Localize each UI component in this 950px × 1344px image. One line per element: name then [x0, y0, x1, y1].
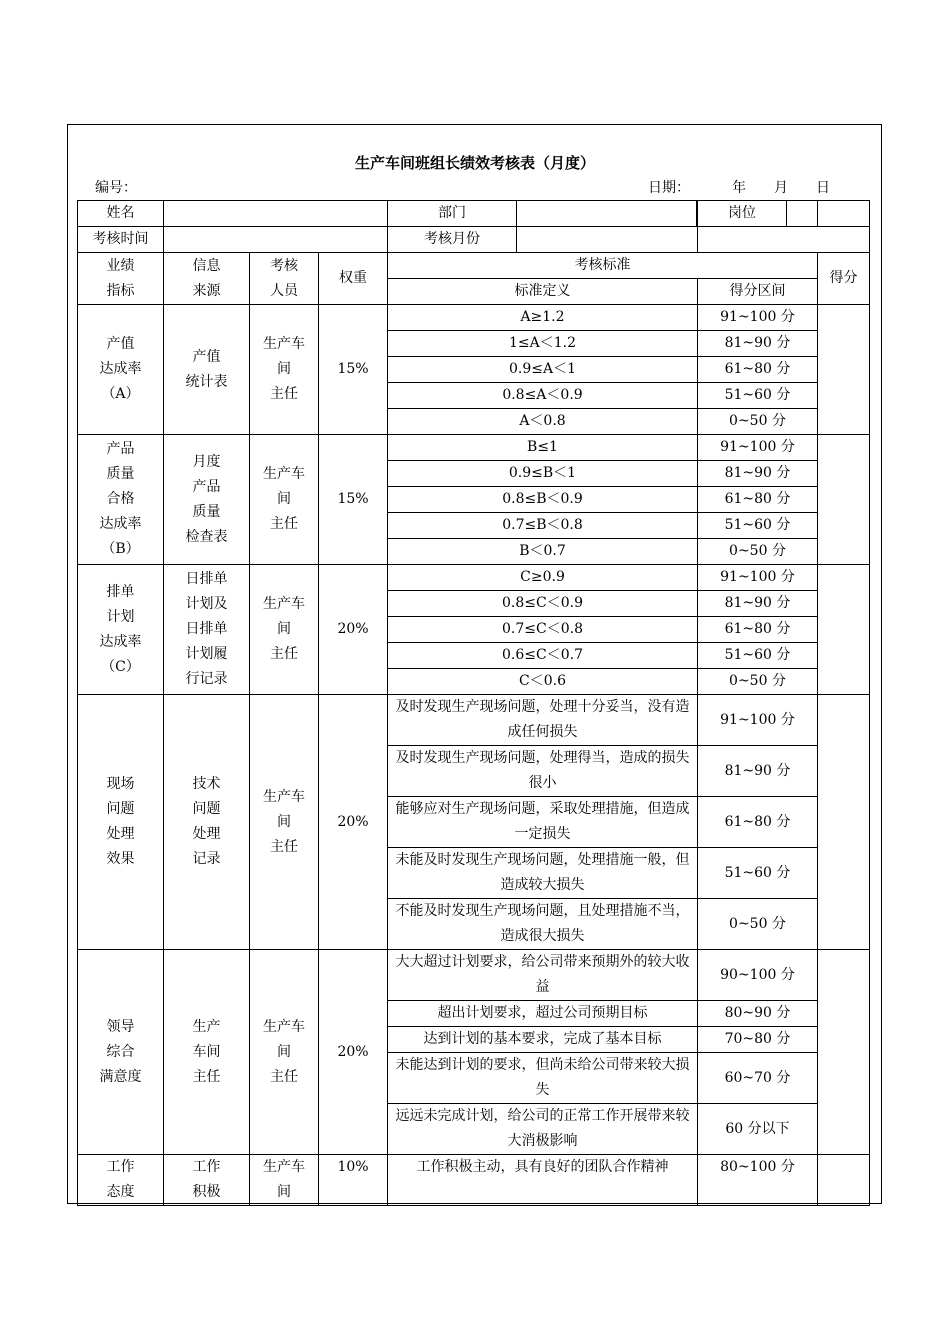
source-cell-line: 记录 [192, 851, 221, 867]
definition-cell: 0.9≤B＜1 [388, 461, 698, 487]
indicator-cell-line: 产值 [106, 336, 135, 352]
person-cell-line: 生产车 [263, 466, 305, 482]
post-field-a[interactable] [787, 201, 818, 226]
indicator-cell [78, 565, 164, 695]
indicator-cell-line: 态度 [106, 1184, 135, 1200]
range-cell: 91~100 分 [698, 435, 818, 461]
score-field[interactable] [818, 1155, 870, 1206]
range-cell: 51~60 分 [698, 643, 818, 669]
col-indicator [78, 253, 164, 305]
source-cell-line: 处理 [192, 826, 221, 842]
definition-cell: 0.8≤A＜0.9 [388, 383, 698, 409]
indicator-cell [78, 950, 164, 1155]
source-cell-line: 问题 [192, 801, 221, 817]
range-cell: 91~100 分 [698, 565, 818, 591]
range-cell: 70~80 分 [698, 1027, 818, 1053]
range-cell: 81~90 分 [698, 591, 818, 617]
definition-cell: 超出计划要求，超过公司预期目标 [388, 1001, 698, 1027]
col-person-l1: 考核 [270, 257, 298, 274]
weight-cell: 15% [319, 435, 388, 565]
eval-month-extra[interactable] [698, 227, 870, 253]
source-cell-line: 月度 [192, 453, 221, 470]
definition-cell: 0.8≤B＜0.9 [388, 487, 698, 513]
definition-cell: 0.7≤B＜0.8 [388, 513, 698, 539]
source-cell-line: 工作 [192, 1159, 221, 1175]
indicator-cell [78, 1155, 164, 1206]
range-cell: 0~50 分 [698, 409, 818, 435]
range-cell: 61~80 分 [698, 797, 818, 848]
indicator-cell-line: 问题 [106, 801, 135, 817]
definition-cell: 0.9≤A＜1 [388, 357, 698, 383]
range-cell: 91~100 分 [698, 695, 818, 746]
person-cell-line: 间 [277, 361, 291, 377]
range-cell: 61~80 分 [698, 357, 818, 383]
source-cell-line: 计划及 [185, 596, 228, 612]
indicator-cell-line: （C） [101, 658, 140, 675]
col-indicator-l2: 指标 [106, 282, 135, 299]
person-cell-line: 间 [277, 621, 291, 637]
source-cell-line: 产值 [192, 348, 221, 365]
range-cell: 0~50 分 [698, 899, 818, 950]
person-cell-line: 生产车 [263, 336, 305, 352]
indicator-cell-line: 计划 [106, 608, 135, 625]
definition-cell: A≥1.2 [388, 305, 698, 331]
col-score: 得分 [818, 253, 870, 305]
range-cell: 90~100 分 [698, 950, 818, 1001]
definition-cell: A＜0.8 [388, 409, 698, 435]
post-label: 岗位 [698, 201, 787, 226]
source-cell-line: 检查表 [185, 528, 228, 545]
definition-cell: C≥0.9 [388, 565, 698, 591]
score-field[interactable] [818, 305, 870, 435]
table-row [78, 695, 870, 746]
date-day: 日 [816, 180, 830, 196]
source-cell-line: 车间 [192, 1043, 221, 1060]
eval-month-cell [388, 227, 698, 253]
person-cell-line: 间 [277, 1043, 291, 1060]
date-year: 年 [732, 180, 746, 196]
source-cell [164, 305, 250, 435]
person-cell [250, 305, 319, 435]
range-cell: 81~90 分 [698, 746, 818, 797]
table-row [78, 565, 870, 591]
range-cell: 80~90 分 [698, 1001, 818, 1027]
range-cell: 61~80 分 [698, 487, 818, 513]
col-definition: 标准定义 [388, 279, 698, 305]
person-cell-line: 生产车 [263, 596, 305, 612]
col-standard: 考核标准 [388, 253, 818, 279]
col-indicator-l1: 业绩 [106, 257, 135, 274]
range-cell: 51~60 分 [698, 848, 818, 899]
person-cell [250, 1155, 319, 1206]
source-cell [164, 950, 250, 1155]
range-cell: 61~80 分 [698, 617, 818, 643]
definition-cell: 及时发现生产现场问题，处理十分妥当，没有造成任何损失 [388, 695, 698, 746]
name-label: 姓名 [78, 201, 164, 227]
eval-month-field[interactable] [517, 227, 698, 252]
indicator-cell [78, 695, 164, 950]
definition-cell: 未能达到计划的要求，但尚未给公司带来较大损失 [388, 1053, 698, 1104]
weight-cell: 20% [319, 950, 388, 1155]
col-person-l2: 人员 [270, 282, 298, 299]
indicator-cell [78, 305, 164, 435]
definition-cell: B≤1 [388, 435, 698, 461]
definition-cell: 及时发现生产现场问题，处理得当，造成的损失很小 [388, 746, 698, 797]
dept-field[interactable] [517, 201, 697, 226]
indicator-cell-line: 领导 [106, 1018, 135, 1035]
number-label: 编号： [95, 180, 137, 196]
person-cell-line: 主任 [270, 386, 298, 402]
source-cell-line: 积极 [192, 1184, 221, 1200]
source-cell [164, 565, 250, 695]
person-cell-line: 间 [277, 1184, 291, 1200]
definition-cell: B＜0.7 [388, 539, 698, 565]
post-cell [698, 201, 818, 227]
source-cell [164, 1155, 250, 1206]
range-cell: 81~90 分 [698, 461, 818, 487]
definition-cell: 1≤A＜1.2 [388, 331, 698, 357]
table-row [78, 1155, 870, 1206]
definition-cell: 达到计划的基本要求，完成了基本目标 [388, 1027, 698, 1053]
indicator-cell-line: 综合 [106, 1043, 135, 1060]
definition-cell: 能够应对生产现场问题，采取处理措施，但造成一定损失 [388, 797, 698, 848]
col-source-l1: 信息 [192, 257, 221, 274]
source-cell [164, 695, 250, 950]
range-cell: 51~60 分 [698, 383, 818, 409]
weight-cell: 10% [319, 1155, 388, 1206]
score-field[interactable] [818, 695, 870, 950]
indicator-cell-line: 现场 [106, 776, 135, 792]
col-source-l2: 来源 [192, 282, 221, 299]
indicator-cell-line: 达成率 [99, 633, 142, 650]
table-row [78, 950, 870, 1001]
indicator-cell-line: 满意度 [99, 1068, 142, 1085]
source-cell-line: 技术 [192, 776, 221, 792]
indicator-cell [78, 435, 164, 565]
person-cell [250, 435, 319, 565]
source-cell [164, 435, 250, 565]
definition-cell: 0.8≤C＜0.9 [388, 591, 698, 617]
weight-cell: 20% [319, 565, 388, 695]
source-cell-line: 质量 [192, 503, 221, 520]
eval-time-field[interactable] [164, 227, 388, 253]
date-month: 月 [774, 180, 788, 196]
post-field[interactable] [818, 201, 870, 227]
indicator-cell-line: 排单 [106, 583, 135, 600]
col-person [250, 253, 319, 305]
person-cell-line: 主任 [270, 646, 298, 662]
source-cell-line: 主任 [192, 1068, 221, 1085]
table-row [78, 435, 870, 461]
indicator-cell-line: 工作 [106, 1159, 135, 1175]
person-cell-line: 间 [277, 813, 291, 830]
person-cell-line: 间 [277, 491, 291, 507]
definition-cell: 大大超过计划要求，给公司带来预期外的较大收益 [388, 950, 698, 1001]
person-cell [250, 695, 319, 950]
person-cell-line: 生产车 [263, 1159, 305, 1175]
weight-cell: 20% [319, 695, 388, 950]
source-cell-line: 日排单 [185, 621, 228, 637]
assessment-table [77, 200, 870, 1206]
person-cell-line: 生产车 [263, 788, 305, 805]
dept-post-cell [388, 201, 698, 227]
indicator-cell-line: 质量 [106, 466, 135, 482]
indicator-cell-line: （A） [101, 386, 140, 402]
indicator-cell-line: 处理 [106, 826, 135, 842]
score-field[interactable] [818, 435, 870, 565]
date-label: 日期： [648, 180, 690, 196]
range-cell: 51~60 分 [698, 513, 818, 539]
range-cell: 0~50 分 [698, 539, 818, 565]
definition-cell: C＜0.6 [388, 669, 698, 695]
source-cell-line: 行记录 [185, 671, 228, 687]
weight-cell: 15% [319, 305, 388, 435]
range-cell: 60~70 分 [698, 1053, 818, 1104]
range-cell: 80~100 分 [698, 1155, 818, 1206]
definition-cell: 不能及时发现生产现场问题，且处理措施不当，造成很大损失 [388, 899, 698, 950]
definition-cell: 0.7≤C＜0.8 [388, 617, 698, 643]
indicator-cell-line: 产品 [106, 441, 135, 457]
indicator-cell-line: 达成率 [99, 361, 142, 377]
indicator-cell-line: 合格 [106, 491, 135, 507]
eval-time-label: 考核时间 [78, 227, 164, 253]
definition-cell: 0.6≤C＜0.7 [388, 643, 698, 669]
source-cell-line: 产品 [192, 478, 221, 495]
source-cell-line: 日排单 [185, 571, 228, 587]
indicator-cell-line: 效果 [106, 851, 135, 867]
table-row [78, 305, 870, 331]
indicator-cell-line: （B） [101, 541, 140, 557]
form-title: 生产车间班组长绩效考核表（月度） [354, 154, 595, 172]
person-cell-line: 主任 [270, 1068, 298, 1085]
dept-label: 部门 [388, 201, 517, 226]
definition-cell: 远远未完成计划，给公司的正常工作开展带来较大消极影响 [388, 1104, 698, 1155]
range-cell: 91~100 分 [698, 305, 818, 331]
col-range: 得分区间 [698, 279, 818, 305]
definition-cell: 未能及时发现生产现场问题，处理措施一般，但造成较大损失 [388, 848, 698, 899]
range-cell: 0~50 分 [698, 669, 818, 695]
person-cell-line: 主任 [270, 516, 298, 532]
col-source [164, 253, 250, 305]
source-cell-line: 统计表 [185, 373, 228, 390]
name-field[interactable] [164, 201, 388, 227]
eval-month-label: 考核月份 [388, 227, 517, 252]
range-cell: 81~90 分 [698, 331, 818, 357]
definition-cell: 工作积极主动，具有良好的团队合作精神 [388, 1155, 698, 1206]
person-cell-line: 生产车 [263, 1018, 305, 1035]
person-cell [250, 950, 319, 1155]
person-cell [250, 565, 319, 695]
score-field[interactable] [818, 565, 870, 695]
score-field[interactable] [818, 950, 870, 1155]
col-weight: 权重 [319, 253, 388, 305]
source-cell-line: 计划履 [185, 646, 228, 662]
source-cell-line: 生产 [192, 1018, 221, 1035]
person-cell-line: 主任 [270, 838, 298, 855]
indicator-cell-line: 达成率 [99, 516, 142, 532]
range-cell: 60 分以下 [698, 1104, 818, 1155]
